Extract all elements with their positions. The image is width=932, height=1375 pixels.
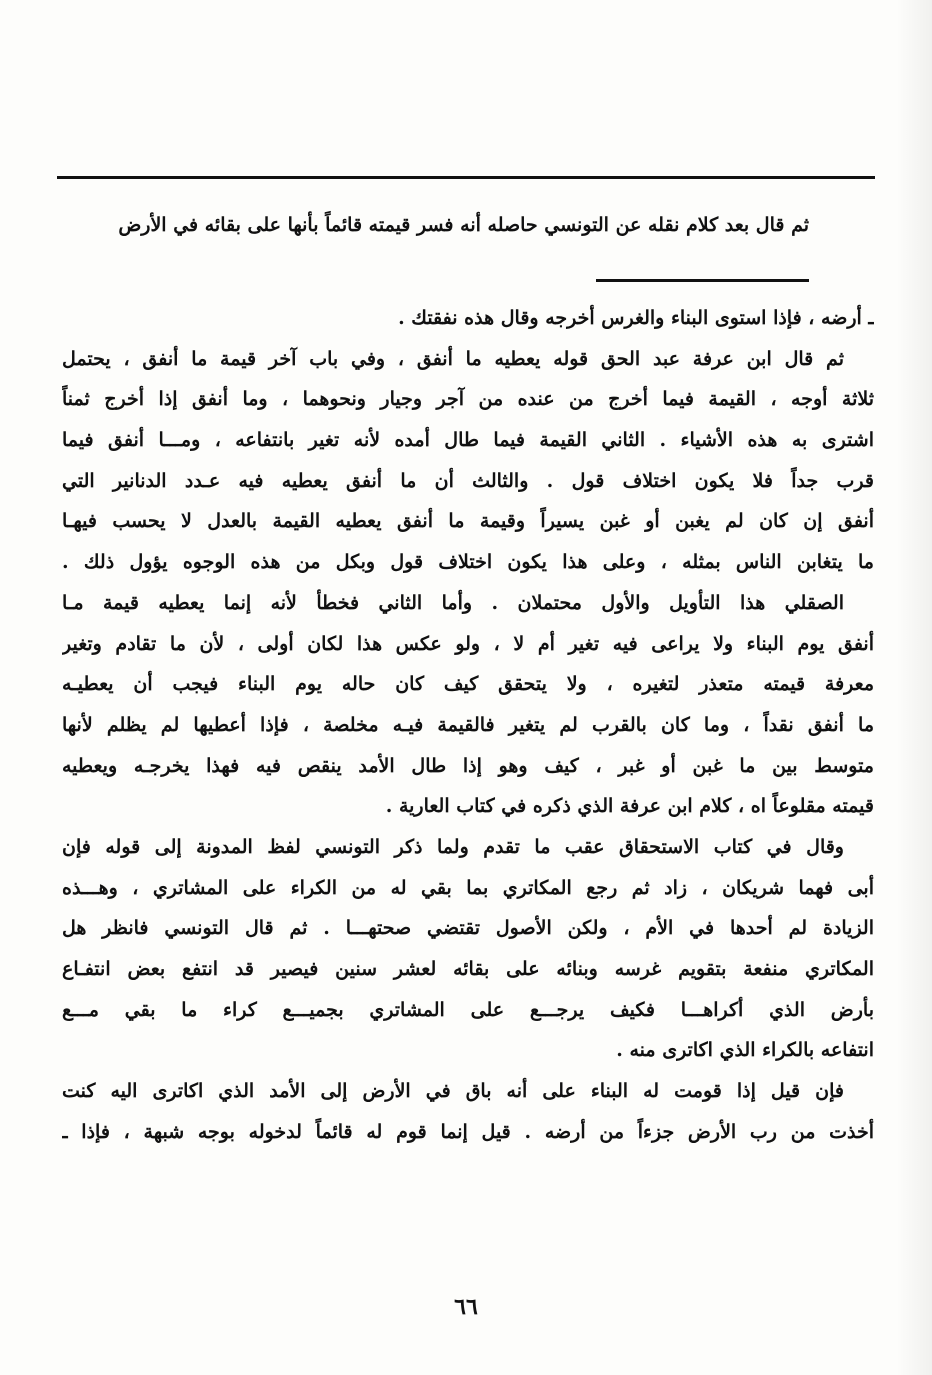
text-line: ثم قال ابن عرفة عبد الحق قوله يعطيه ما أنفق ، وفي باب آخر قيمة ما أنفق ، يحتمل [62,347,844,370]
text-line: قيمته مقلوعاً اه ، كلام ابن عرفة الذي ذكره في كتاب العارية . [385,795,874,818]
main-text-block [62,298,874,1152]
text-line: أخذت من رب الأرض جزءاً من أرضه . قيل إنما قوم له قائماً لدخوله بوجه شبهة ، فإذا ـ [62,1120,874,1143]
text-line: فإن قيل إذا قومت له البناء على أنه باق في الأرض إلى الأمد الذي اكاترى اليه كنت [62,1080,844,1103]
text-line: الزيادة لم أحدها في الأم ، ولكن الأصول تقتضي صحتهـــا . ثم قال التونسي فانظر هل [62,917,874,940]
carried-over-line: ثم قال بعد كلام نقله عن التونسي حاصله أنه فسر قيمته قائماً بأنها على بقائه في الأرض [118,214,809,236]
text-line: انتفاعه بالكراء الذي اكاترى منه . [616,1039,874,1062]
text-line: ـ أرضه ، فإذا استوى البناء والغرس أخرجه وقال هذه نفقتك . [398,307,874,329]
text-line: الصقلي هذا التأويل والأول محتملان . وأما الثاني فخطأ لأنه إنما يعطيه قيمة مـا [62,591,844,614]
header-rule [57,176,875,179]
text-line: ما يتغابن الناس بمثله ، وعلى هذا يكون اختلاف قول وبكل من هذه الوجوه يؤول ذلك . [62,551,874,574]
text-line: بأرض الذي أكراهـــا فكيف يرجـــع على المشاتري بجميـــع كراء ما بقي مـــع [62,998,874,1021]
scan-edge-shadow [896,0,932,1375]
text-line: أبى فهما شريكان ، زاد ثم رجع المكاتري بما بقي له من الكراء على المشاتري ، وهـــذه [62,876,874,899]
text-line: وقال في كتاب الاستحقاق عقب ما تقدم ولما ذكر التونسي لفظ المدونة إلى قوله فإن [62,835,844,858]
text-line: أنفق إن كان لم يغبن أو غبن يسيراً وقيمة ما أنفق يعطيه القيمة بالعدل لا يحسب فيهـا [62,510,874,533]
text-line: ثلاثة أوجه ، القيمة فيما أخرج من عنده من آجر وجيار ونحوهما ، وما أنفق إذا أخرج ثمناً [62,388,874,411]
text-line: أنفق يوم البناء ولا يراعى فيه تغير أم لا ، ولو عكس هذا لكان أولى ، لأن ما تقادم وتغير [62,632,874,655]
text-line: ما أنفق نقداً ، وما كان بالقرب لم يتغير فالقيمة فيـه مخلصة ، فإذا أعطيها لم يظلم لأنها [62,713,874,736]
page-number: ٦٦ [454,1294,478,1320]
text-line: متوسط بين ما غبن أو غبر ، كيف وهو إذا طال الأمد ينقص فيه فهذا يخرجـه ويعطيه [62,754,874,777]
footnote-separator-rule [596,279,809,282]
text-line: معرفة قيمته متعذر لتغيره ، ولا يتحقق كيف كان حاله يوم البناء فيجب أن يعطيـه [62,673,874,696]
text-line: اشترى به هذه الأشياء . الثاني القيمة فيما طال أمده لأنه تغير بانتفاعه ، ومـــا أنفق فيما [62,429,874,452]
text-line: المكاتري منفعة بتقويم غرسه وبنائه على بقائه لعشر سنين فيصير قد انتفع بعض انتفـاع [62,958,874,980]
text-line: قرب جداً فلا يكون اختلاف قول . والثالث أن ما أنفق يعطيه فيه عـدد الدنانير التي [62,469,874,492]
